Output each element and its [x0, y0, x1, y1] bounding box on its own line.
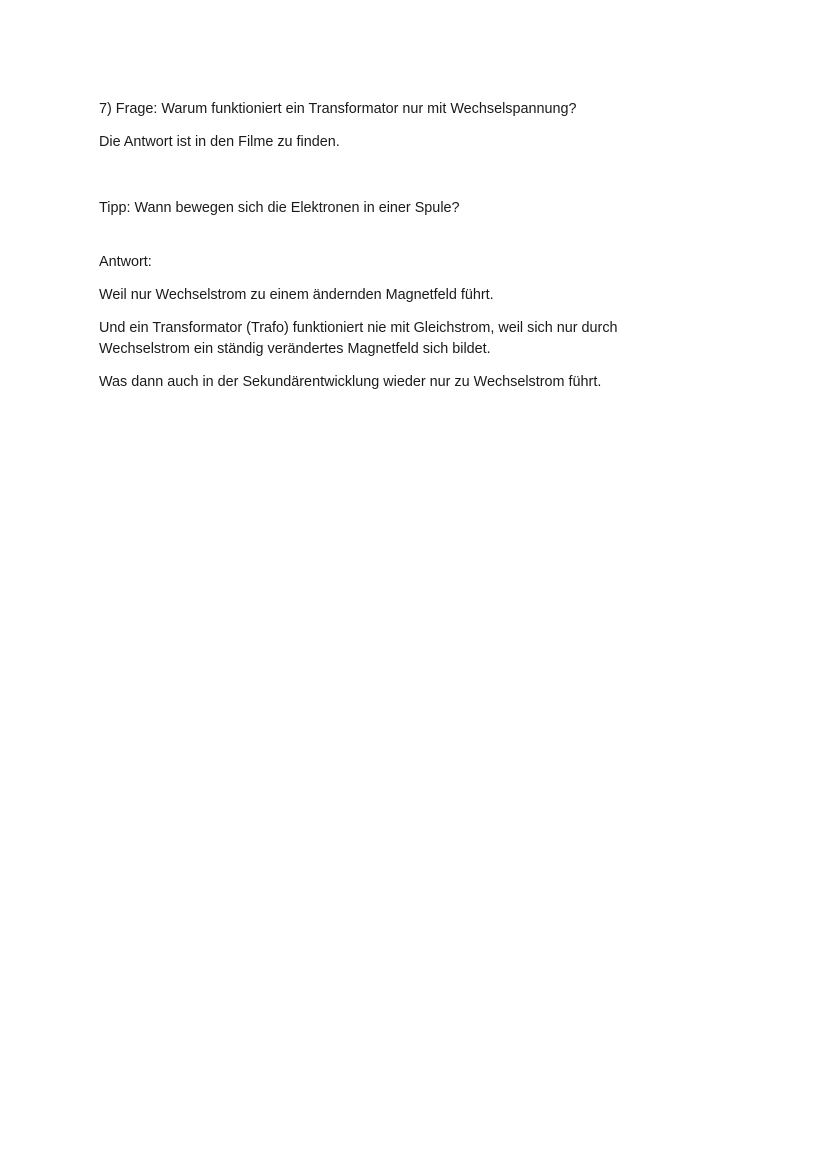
hint-source-text: Die Antwort ist in den Filme zu finden.	[99, 134, 340, 150]
answer-line-2: Und ein Transformator (Trafo) funktioniert nie mit Gleichstrom, weil sich nur durch Wechselstrom ein ständig verändertes Magnetfeld sich bildet.	[99, 320, 618, 357]
answer-line-3: Was dann auch in der Sekundärentwicklung wieder nur zu Wechselstrom führt.	[99, 374, 602, 390]
answer-line-1: Weil nur Wechselstrom zu einem ändernden Magnetfeld führt.	[99, 287, 494, 303]
question-text: 7) Frage: Warum funktioniert ein Transformator nur mit Wechselspannung?	[99, 101, 577, 117]
tip-text: Tipp: Wann bewegen sich die Elektronen in einer Spule?	[99, 200, 460, 216]
answer-heading: Antwort:	[99, 254, 152, 270]
document-body	[99, 99, 699, 393]
